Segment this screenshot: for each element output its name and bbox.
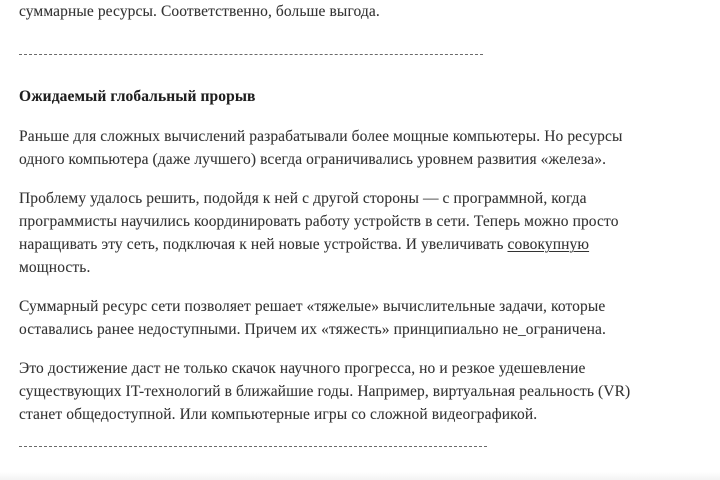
paragraph-1-line-1: Раньше для сложных вычислений разрабатывали более мощные компьютеры. Но ресурсы [19,128,623,145]
paragraph-4-line-3: станет общедоступной. Или компьютерные игры со сложной видеографикой. [19,406,538,423]
paragraph-3-line-2: оставались ранее недоступными. Причем их «тяжесть» принципиально не_ограничена. [19,321,606,338]
separator-top [19,54,483,55]
paragraph-4-line-2: существующих IT-технологий в ближайшие годы. Например, виртуальная реальность (VR) [19,383,631,400]
separator-bottom [19,446,487,447]
paragraph-3-line-1: Суммарный ресурс сети позволяет решает «тяжелые» вычислительные задачи, которые [19,298,606,315]
aggregate-link[interactable]: совокупную [507,236,590,253]
section-heading: Ожидаемый глобальный прорыв [19,88,256,105]
paragraph-4-line-1: Это достижение даст не только скачок научного прогресса, но и резкое удешевление [19,360,586,377]
paragraph-2-line-2: программисты научились координировать работу устройств в сети. Теперь можно просто [19,213,619,230]
paragraph-2-line-1: Проблему удалось решить, подойдя к ней с другой стороны — с программной, когда [19,190,587,207]
paragraph-2-line-3-text: наращивать эту сеть, подключая к ней новые устройства. И увеличивать [19,236,508,253]
paragraph-2-line-4: мощность. [19,259,91,276]
page-edge-fade [0,472,720,480]
intro-tail-text: суммарные ресурсы. Соответственно, больше выгода. [19,3,380,20]
paragraph-2-line-3 [19,236,589,254]
paragraph-1-line-2: одного компьютера (даже лучшего) всегда ограничивались уровнем развития «железа». [19,151,607,168]
